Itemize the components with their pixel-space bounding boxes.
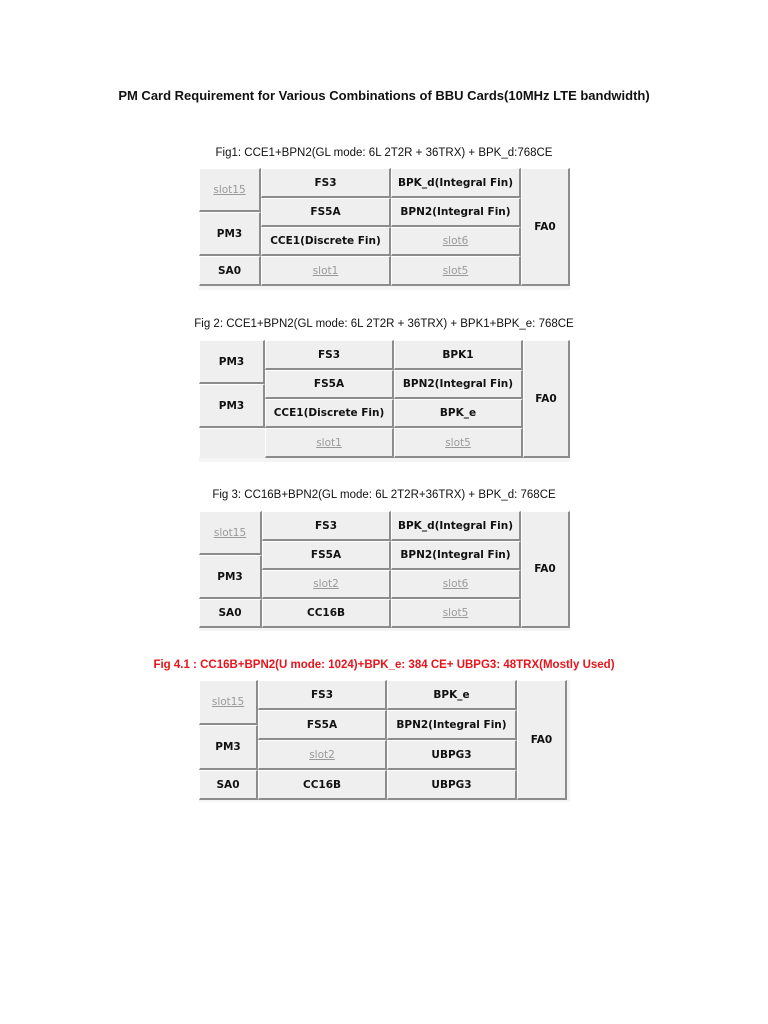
fig4-cell-sa0[interactable]: SA0 — [199, 770, 258, 800]
fig2-slot-grid — [199, 340, 570, 462]
fig2-cell-bpk1[interactable]: BPK1 — [394, 340, 523, 370]
fig1-cell-slot15[interactable]: slot15 — [199, 168, 261, 212]
fig1-cell-cce1[interactable]: CCE1(Discrete Fin) — [261, 227, 391, 256]
fig2-cell-empty — [199, 428, 265, 458]
fig4-caption: Fig 4.1 : CC16B+BPN2(U mode: 1024)+BPK_e: 384 CE+ UBPG3: 48TRX(Mostly Used) — [153, 659, 615, 671]
fig3-cell-pm3[interactable]: PM3 — [199, 555, 262, 599]
fig2-cell-bpn2[interactable]: BPN2(Integral Fin) — [394, 370, 523, 399]
fig3-cell-slot6[interactable]: slot6 — [391, 570, 521, 599]
fig1-cell-fs5a[interactable]: FS5A — [261, 198, 391, 227]
fig1-cell-fa0[interactable]: FA0 — [521, 168, 570, 286]
fig2-cell-fs3[interactable]: FS3 — [265, 340, 394, 370]
fig1-cell-sa0[interactable]: SA0 — [199, 256, 261, 286]
fig2-cell-cce1[interactable]: CCE1(Discrete Fin) — [265, 399, 394, 428]
fig4-cell-fs3[interactable]: FS3 — [258, 680, 387, 710]
fig4-cell-bpk-e[interactable]: BPK_e — [387, 680, 517, 710]
fig1-caption: Fig1: CCE1+BPN2(GL mode: 6L 2T2R + 36TRX) + BPK_d:768CE — [215, 147, 553, 159]
fig4-cell-slot2[interactable]: slot2 — [258, 740, 387, 770]
fig2-cell-pm3-bottom[interactable]: PM3 — [199, 384, 265, 428]
fig4-cell-ubpg3-bottom[interactable]: UBPG3 — [387, 770, 517, 800]
fig2-cell-slot5[interactable]: slot5 — [394, 428, 523, 458]
fig3-cell-fs3[interactable]: FS3 — [262, 511, 391, 541]
fig4-cell-cc16b[interactable]: CC16B — [258, 770, 387, 800]
fig4-cell-ubpg3-top[interactable]: UBPG3 — [387, 740, 517, 770]
fig1-cell-pm3[interactable]: PM3 — [199, 212, 261, 256]
fig4-cell-fa0[interactable]: FA0 — [517, 680, 567, 800]
fig3-cell-cc16b[interactable]: CC16B — [262, 599, 391, 628]
fig1-cell-bpn2[interactable]: BPN2(Integral Fin) — [391, 198, 521, 227]
fig2-cell-fs5a[interactable]: FS5A — [265, 370, 394, 399]
fig4-slot-grid — [199, 680, 570, 802]
page-title: PM Card Requirement for Various Combinations of BBU Cards(10MHz LTE bandwidth) — [118, 88, 650, 103]
fig3-cell-fa0[interactable]: FA0 — [521, 511, 570, 628]
fig2-caption: Fig 2: CCE1+BPN2(GL mode: 6L 2T2R + 36TRX) + BPK1+BPK_e: 768CE — [194, 318, 574, 330]
fig3-cell-slot15[interactable]: slot15 — [199, 511, 262, 555]
fig3-slot-grid — [199, 511, 570, 631]
fig4-cell-fs5a[interactable]: FS5A — [258, 710, 387, 740]
fig4-cell-slot15[interactable]: slot15 — [199, 680, 258, 725]
fig1-cell-slot1[interactable]: slot1 — [261, 256, 391, 286]
fig3-cell-sa0[interactable]: SA0 — [199, 599, 262, 628]
fig2-cell-pm3-top[interactable]: PM3 — [199, 340, 265, 384]
fig1-cell-slot6[interactable]: slot6 — [391, 227, 521, 256]
fig4-cell-bpn2[interactable]: BPN2(Integral Fin) — [387, 710, 517, 740]
fig3-cell-bpk-d[interactable]: BPK_d(Integral Fin) — [391, 511, 521, 541]
fig3-caption: Fig 3: CC16B+BPN2(GL mode: 6L 2T2R+36TRX) + BPK_d: 768CE — [212, 489, 556, 501]
fig1-slot-grid — [199, 168, 570, 290]
fig3-cell-bpn2[interactable]: BPN2(Integral Fin) — [391, 541, 521, 570]
fig1-cell-slot5[interactable]: slot5 — [391, 256, 521, 286]
fig3-cell-slot5[interactable]: slot5 — [391, 599, 521, 628]
fig2-cell-bpk-e[interactable]: BPK_e — [394, 399, 523, 428]
fig3-cell-fs5a[interactable]: FS5A — [262, 541, 391, 570]
fig1-cell-bpk-d[interactable]: BPK_d(Integral Fin) — [391, 168, 521, 198]
fig2-cell-fa0[interactable]: FA0 — [523, 340, 570, 458]
fig4-cell-pm3[interactable]: PM3 — [199, 725, 258, 770]
fig2-cell-slot1[interactable]: slot1 — [265, 428, 394, 458]
fig1-cell-fs3[interactable]: FS3 — [261, 168, 391, 198]
fig3-cell-slot2[interactable]: slot2 — [262, 570, 391, 599]
